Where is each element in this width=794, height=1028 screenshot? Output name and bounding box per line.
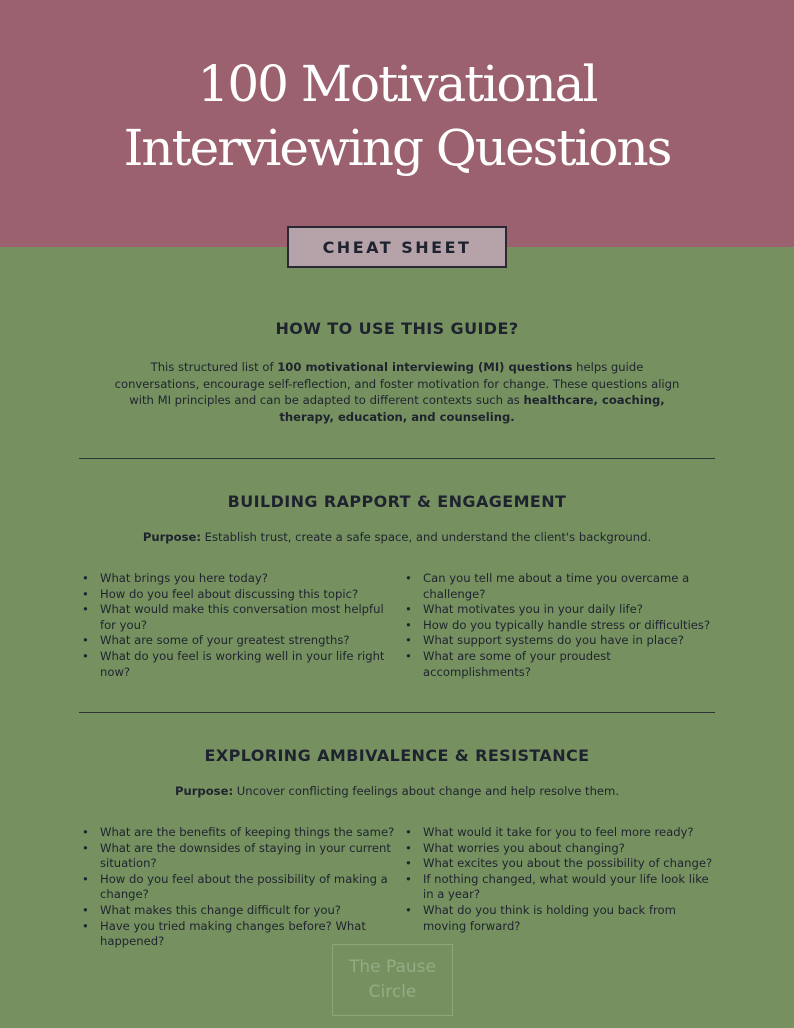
watermark-line-1: The Pause	[348, 957, 437, 977]
list-item: • What are the downsides of staying in your current situation?	[79, 841, 399, 872]
list-item: • Have you tried making changes before? What happened?	[79, 919, 399, 950]
list-item: • What are some of your greatest strengths?	[79, 633, 399, 649]
divider-2	[79, 712, 715, 713]
list-item: • What do you think is holding you back from moving forward?	[402, 903, 722, 934]
guide-heading: HOW TO USE THIS GUIDE?	[275, 319, 519, 338]
watermark-line-2: Circle	[368, 982, 417, 1002]
ambivalence-heading: EXPLORING AMBIVALENCE & RESISTANCE	[204, 746, 590, 765]
ambivalence-list-left	[79, 825, 399, 950]
list-item: • What are the benefits of keeping things the same?	[79, 825, 399, 841]
rapport-list-right	[402, 571, 722, 680]
list-item: • What would it take for you to feel more ready?	[402, 825, 722, 841]
rapport-purpose-text: Establish trust, create a safe space, and understand the client's background.	[200, 530, 652, 544]
intro-text-1: This structured list of	[150, 360, 278, 374]
list-item: • What are some of your proudest accomplishments?	[402, 649, 722, 680]
guide-intro	[110, 359, 684, 425]
title-line-2: Interviewing Questions	[123, 119, 671, 177]
list-item: • What excites you about the possibility of change?	[402, 856, 722, 872]
intro-text-2: helps guide conversations, encourage self-reflection, and foster motivation for change. These questions align with MI principles and can be adapted to different contexts such as	[114, 360, 680, 407]
list-item: • How do you feel about discussing this topic?	[79, 587, 399, 603]
ambivalence-purpose	[0, 784, 794, 798]
list-item: • If nothing changed, what would your life look like in a year?	[402, 872, 722, 903]
ambivalence-purpose-text: Uncover conflicting feelings about change and help resolve them.	[233, 784, 620, 798]
ambivalence-list-right	[402, 825, 722, 934]
rapport-purpose	[0, 530, 794, 544]
title-line-1: 100 Motivational	[197, 55, 597, 113]
list-item: • What worries you about changing?	[402, 841, 722, 857]
list-item: • How do you feel about the possibility of making a change?	[79, 872, 399, 903]
watermark	[332, 944, 453, 1016]
intro-bold-1: 100 motivational interviewing (MI) questions	[277, 360, 573, 374]
rapport-list-left	[79, 571, 399, 680]
list-item: • Can you tell me about a time you overcame a challenge?	[402, 571, 722, 602]
list-item: • What motivates you in your daily life?	[402, 602, 722, 618]
rapport-heading: BUILDING RAPPORT & ENGAGEMENT	[227, 492, 567, 511]
rapport-purpose-label: Purpose:	[142, 530, 201, 544]
list-item: • What makes this change difficult for you?	[79, 903, 399, 919]
intro-bold-2: healthcare, coaching, therapy, education, and counseling.	[279, 393, 665, 424]
ambivalence-purpose-label: Purpose:	[174, 784, 234, 798]
list-item: • What support systems do you have in place?	[402, 633, 722, 649]
list-item: • What do you feel is working well in your life right now?	[79, 649, 399, 680]
list-item: • How do you typically handle stress or difficulties?	[402, 618, 722, 634]
page-title	[0, 52, 794, 180]
cheat-sheet-badge: CHEAT SHEET	[287, 226, 507, 268]
list-item: • What would make this conversation most helpful for you?	[79, 602, 399, 633]
list-item: • What brings you here today?	[79, 571, 399, 587]
divider-1	[79, 458, 715, 459]
